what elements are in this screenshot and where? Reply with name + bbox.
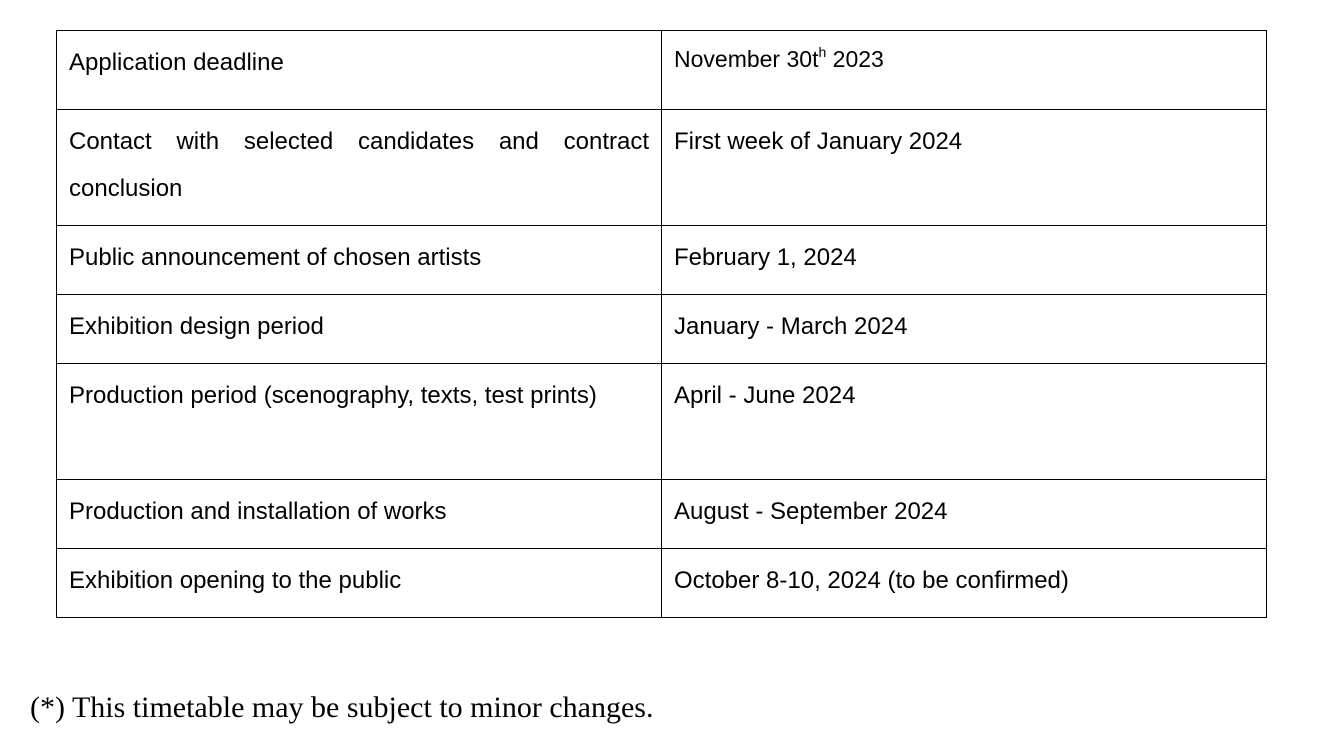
task-cell: Production period (scenography, texts, test prints): [57, 364, 662, 480]
date-cell: February 1, 2024: [662, 226, 1267, 295]
date-superscript: h: [818, 44, 827, 60]
task-cell: Exhibition opening to the public: [57, 549, 662, 618]
table-row: [57, 110, 1267, 226]
task-cell: Public announcement of chosen artists: [57, 226, 662, 295]
table-row: [57, 364, 1267, 480]
date-cell: October 8-10, 2024 (to be confirmed): [662, 549, 1267, 618]
table-row: [57, 295, 1267, 364]
task-cell: Production and installation of works: [57, 480, 662, 549]
task-cell: Exhibition design period: [57, 295, 662, 364]
date-cell: [662, 31, 1267, 110]
date-suffix: 2023: [826, 46, 884, 72]
date-cell: First week of January 2024: [662, 110, 1267, 226]
footnote: (*) This timetable may be subject to minor changes.: [30, 691, 654, 724]
table-row: [57, 480, 1267, 549]
date-cell: April - June 2024: [662, 364, 1267, 480]
date-text: [674, 46, 884, 72]
date-cell: August - September 2024: [662, 480, 1267, 549]
task-cell: Contact with selected candidates and contract conclusion: [57, 110, 662, 226]
table-row: [57, 31, 1267, 110]
table-row: [57, 226, 1267, 295]
date-prefix: November 30t: [674, 46, 819, 72]
task-cell: Application deadline: [57, 31, 662, 110]
timetable: [56, 30, 1267, 618]
table-row: [57, 549, 1267, 618]
date-cell: January - March 2024: [662, 295, 1267, 364]
